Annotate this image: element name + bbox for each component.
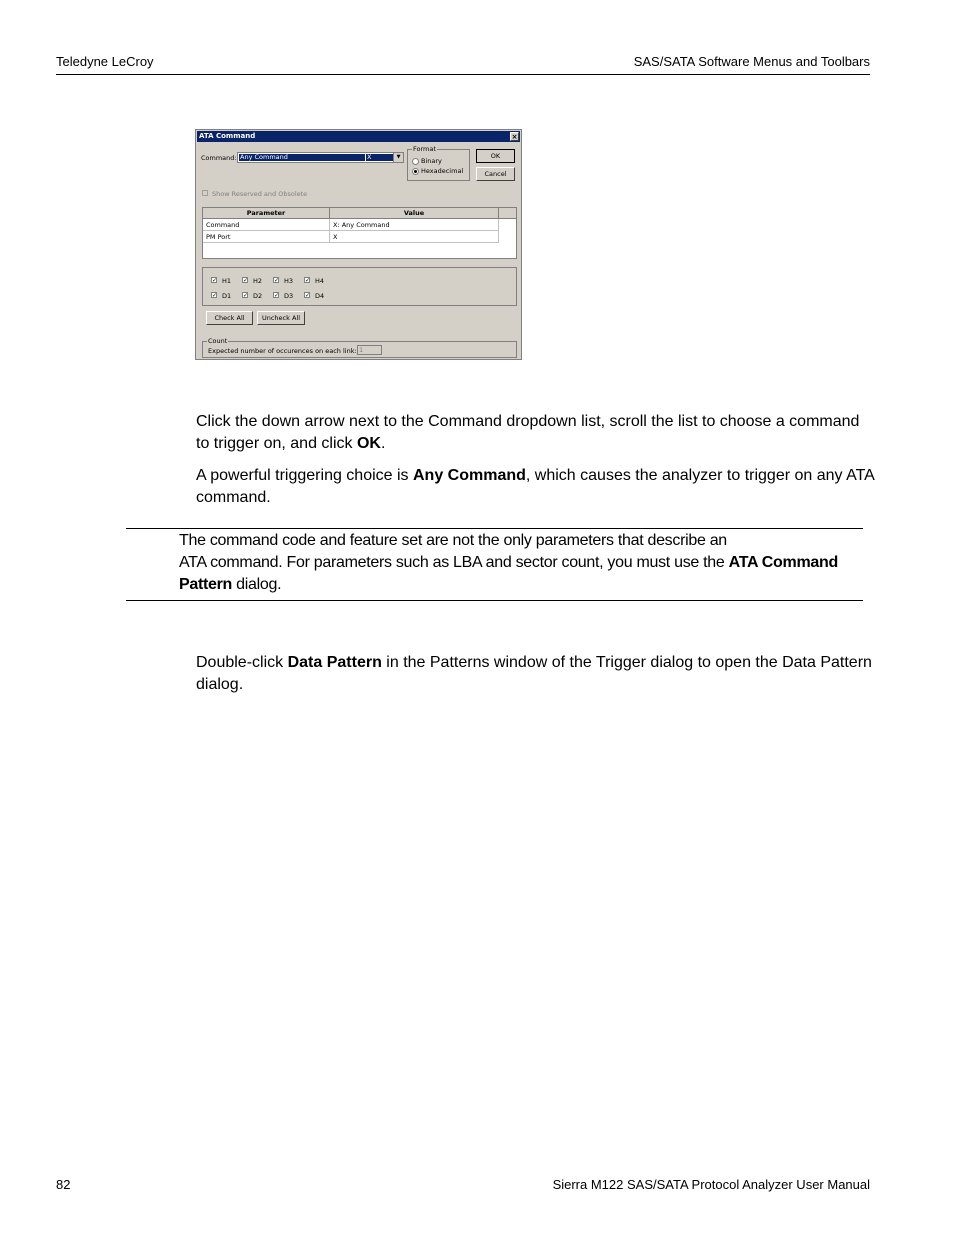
grid-header-filler [499,208,516,219]
checkbox-d3[interactable]: ✓ [274,292,280,299]
format-option-binary: Binary [421,157,442,165]
checkbox-d1[interactable]: ✓ [212,292,218,299]
parameter-grid[interactable] [202,207,517,259]
link-label-h3: H3 [284,277,294,285]
paragraph-data-pattern [196,652,876,696]
count-label: Expected number of occurences on each link: [208,347,357,355]
ata-command-dialog [195,129,522,360]
note-box [126,528,863,601]
chevron-down-icon[interactable]: ▼ [393,153,403,162]
link-label-h2: H2 [253,277,263,285]
grid-cell-parameter[interactable]: PM Port [203,231,330,243]
note-bold: ATA Command Pattern [179,554,838,593]
command-value: Any Command [239,154,365,161]
p3-end: in the Patterns window of the Trigger dialog to open the Data Pattern dialog. [196,654,872,693]
link-label-d2: D2 [253,292,263,300]
format-legend: Format [413,145,436,153]
link-label-d4: D4 [315,292,325,300]
cancel-button[interactable]: Cancel [476,167,515,181]
header-company: Teledyne LeCroy [56,54,154,69]
grid-cell-parameter[interactable]: Command [203,219,330,231]
p3-bold: Data Pattern [287,654,382,671]
checkbox-d2[interactable]: ✓ [243,292,249,299]
note-end: dialog. [232,576,282,593]
count-input[interactable]: 1 [357,345,382,355]
link-label-d3: D3 [284,292,294,300]
links-group [202,267,517,306]
dialog-titlebar [197,131,520,142]
radio-hexadecimal[interactable] [412,168,419,175]
checkbox-h3[interactable]: ✓ [274,277,280,284]
show-reserved-label: Show Reserved and Obsolete [212,190,308,198]
count-group [202,337,517,358]
grid-cell-value[interactable]: X [330,231,499,243]
checkbox-d4[interactable]: ✓ [305,292,311,299]
checkbox-h4[interactable]: ✓ [305,277,311,284]
p1-text: Click the down arrow next to the Command dropdown list, scroll the list to choose a command to trigger on, and click [196,413,860,452]
check-all-button[interactable]: Check All [206,311,253,325]
note-text [179,530,869,596]
link-label-d1: D1 [222,292,232,300]
format-group [407,145,470,181]
command-label: Command: [201,154,237,162]
grid-header-parameter[interactable]: Parameter [203,208,330,219]
page-header [56,52,870,75]
paragraph-select-command [196,411,876,455]
link-label-h1: H1 [222,277,232,285]
p2-bold: Any Command [413,467,526,484]
ok-button[interactable]: OK [476,149,515,163]
command-code: X [366,154,393,161]
p1-end: . [380,435,386,452]
grid-cell-value[interactable]: X: Any Command [330,219,499,231]
checkbox-h2[interactable]: ✓ [243,277,249,284]
footer-manual-title: Sierra M122 SAS/SATA Protocol Analyzer User Manual [552,1177,870,1192]
p2-text: A powerful triggering choice is [196,467,413,484]
p1-bold: OK [356,435,381,452]
close-icon[interactable]: × [511,133,518,141]
link-label-h4: H4 [315,277,325,285]
checkbox-h1[interactable]: ✓ [212,277,218,284]
dialog-title: ATA Command [199,132,256,140]
grid-header-value[interactable]: Value [330,208,499,219]
paragraph-any-command [196,465,876,509]
format-option-hexadecimal: Hexadecimal [421,167,464,175]
p3-text: Double-click [196,654,288,671]
radio-binary[interactable] [412,158,419,165]
note-line1: The command code and feature set are not the only parameters that describe an [179,532,727,549]
show-reserved-checkbox[interactable] [202,190,208,196]
header-section-title: SAS/SATA Software Menus and Toolbars [633,54,870,69]
page-number: 82 [56,1177,71,1192]
p2-end: , which causes the analyzer to trigger on any ATA command. [196,467,874,506]
note-text-a: ATA command. For parameters such as LBA and sector count, you must use the [179,554,729,571]
command-dropdown[interactable] [237,152,404,163]
count-legend: Count [208,337,228,345]
uncheck-all-button[interactable]: Uncheck All [257,311,305,325]
